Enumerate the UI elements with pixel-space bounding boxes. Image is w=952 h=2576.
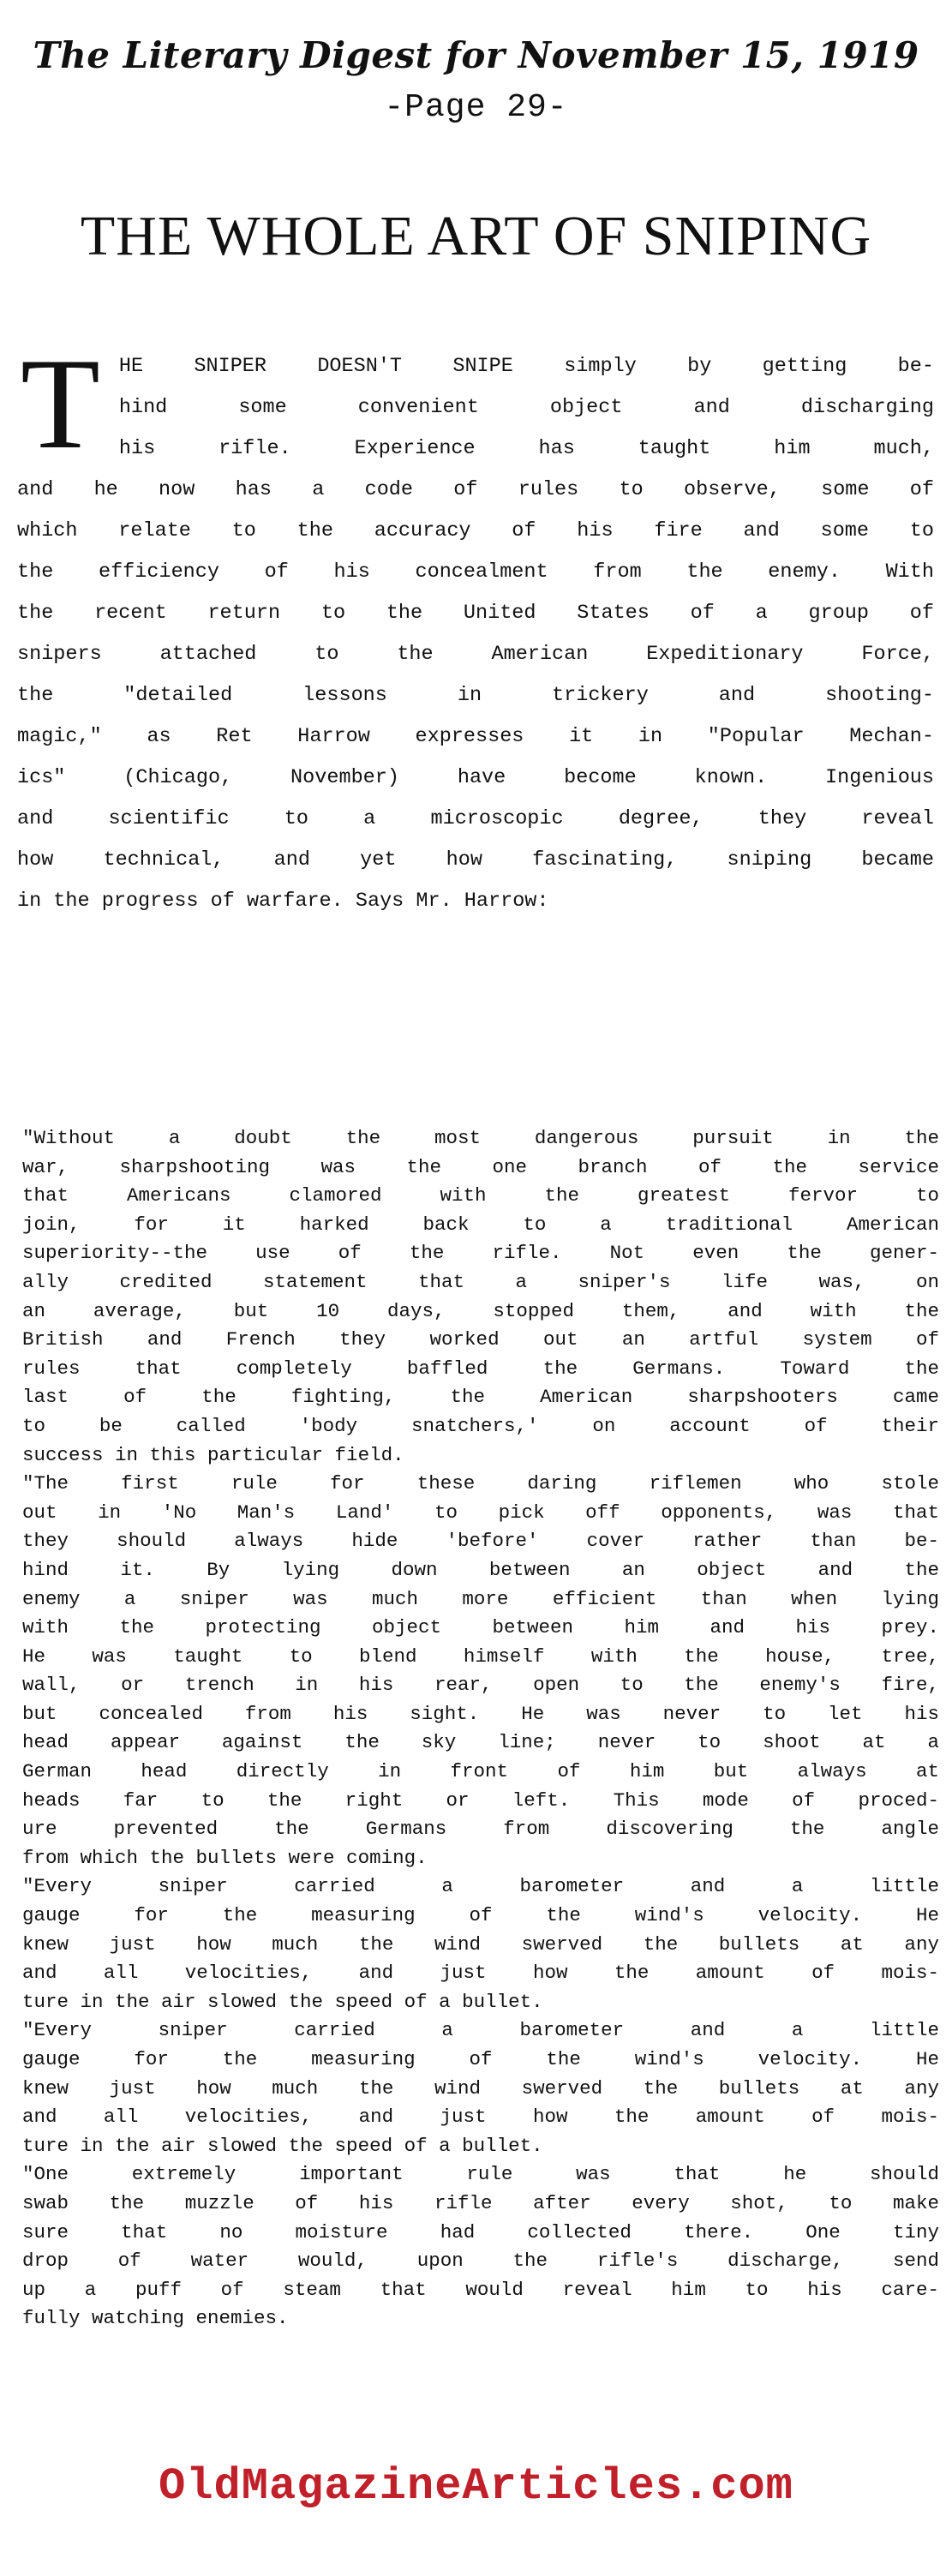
quote-line: last of the fighting, the American sharpshooters came — [22, 1386, 939, 1409]
quote-line: swab the muzzle of his rifle after every shot, to make — [22, 2191, 939, 2214]
quote-line: sure that no moisture had collected there. One tiny — [22, 2220, 939, 2244]
quote-line: to be called 'body snatchers,' on account of their — [22, 1414, 939, 1437]
quote-line: rules that completely baffled the Germans. Toward the — [22, 1357, 939, 1380]
intro-line: HE SNIPER DOESN'T SNIPE simply by getting be- — [118, 355, 934, 378]
quote-line: enemy a sniper was much more efficient than when lying — [22, 1587, 939, 1610]
intro-line: magic," as Ret Harrow expresses it in "Popular Mechan- — [17, 725, 934, 748]
intro-line: the "detailed lessons in trickery and shooting- — [17, 684, 934, 707]
quoted-passage — [22, 1124, 939, 2333]
quote-line: fully watching enemies. — [22, 2307, 289, 2330]
quote-line: and all velocities, and just how the amount of mois- — [22, 2106, 939, 2129]
quote-line: ture in the air slowed the speed of a bullet. — [22, 2134, 543, 2157]
quote-line: with the protecting object between him and his prey. — [22, 1616, 939, 1639]
intro-line: the efficiency of his concealment from the enemy. With — [17, 560, 934, 584]
quote-line: drop of water would, upon the rifle's discharge, send — [22, 2250, 939, 2273]
quote-line: war, sharpshooting was the one branch of the service — [22, 1155, 939, 1178]
quote-line: join, for it harked back to a traditional American — [22, 1213, 939, 1236]
quote-line: gauge for the measuring of the wind's velocity. He — [22, 2048, 939, 2070]
quote-line: out in 'No Man's Land' to pick off opponents, was that — [22, 1501, 939, 1524]
quote-line: ture in the air slowed the speed of a bullet. — [22, 1990, 543, 2013]
intro-line: ics" (Chicago, November) have become known. Ingenious — [17, 766, 934, 789]
quote-line: heads far to the right or left. This mode of proced- — [22, 1788, 939, 1812]
intro-line: and he now has a code of rules to observe, some of — [17, 478, 934, 501]
quote-line: gauge for the measuring of the wind's velocity. He — [22, 1904, 939, 1927]
intro-line: how technical, and yet how fascinating, sniping became — [17, 848, 934, 872]
drop-cap: T — [21, 332, 100, 476]
intro-line: his rifle. Experience has taught him much, — [118, 437, 934, 460]
quote-line: from which the bullets were coming. — [22, 1846, 428, 1869]
quote-line: an average, but 10 days, stopped them, and with the — [22, 1299, 939, 1322]
quote-line: "Without a doubt the most dangerous pursuit in the — [22, 1127, 939, 1149]
quote-line: ally credited statement that a sniper's life was, on — [22, 1270, 939, 1293]
quote-line: He was taught to blend himself with the house, tree, — [22, 1644, 939, 1668]
quote-line: hind it. By lying down between an object and the — [22, 1558, 939, 1581]
quote-line: success in this particular field. — [22, 1443, 404, 1466]
quote-line: head appear against the sky line; never to shoot at a — [22, 1731, 939, 1754]
intro-line: which relate to the accuracy of his fire and some to — [17, 519, 934, 542]
quote-line: British and French they worked out an artful system of — [22, 1328, 939, 1351]
watermark-link[interactable]: OldMagazineArticles.com — [159, 2461, 793, 2512]
intro-paragraph — [17, 332, 934, 922]
article-title: THE WHOLE ART OF SNIPING — [80, 205, 872, 267]
quote-line: "One extremely important rule was that he should — [22, 2163, 939, 2186]
quote-line: ure prevented the Germans from discovering the angle — [22, 1818, 939, 1841]
page-number: -Page 29- — [384, 89, 568, 126]
intro-line: the recent return to the United States of a group of — [17, 602, 934, 625]
quote-line: that Americans clamored with the greatest fervor to — [22, 1184, 939, 1207]
intro-line: in the progress of warfare. Says Mr. Harrow: — [17, 890, 549, 913]
quote-line: "Every sniper carried a barometer and a little — [22, 1875, 939, 1898]
intro-line: and scientific to a microscopic degree, they reveal — [17, 807, 934, 830]
quote-line: knew just how much the wind swerved the bullets at any — [22, 1932, 939, 1956]
quote-line: up a puff of steam that would reveal him to his care- — [22, 2278, 939, 2301]
quote-line: "The first rule for these daring riflemen who stole — [22, 1472, 939, 1495]
quote-line: they should always hide 'before' cover rather than be- — [22, 1530, 939, 1553]
quote-line: and all velocities, and just how the amount of mois- — [22, 1962, 939, 1985]
quote-line: wall, or trench in his rear, open to the enemy's fire, — [22, 1674, 939, 1697]
masthead: The Literary Digest for November 15, 1919 — [33, 34, 919, 76]
quote-line: superiority--the use of the rifle. Not even the gener- — [22, 1242, 939, 1265]
quote-line: "Every sniper carried a barometer and a little — [22, 2019, 939, 2042]
intro-line: hind some convenient object and discharging — [118, 396, 934, 419]
intro-line: snipers attached to the American Expeditionary Force, — [17, 643, 934, 666]
quote-line: German head directly in front of him but always at — [22, 1760, 939, 1783]
quote-line: but concealed from his sight. He was never to let his — [22, 1702, 939, 1725]
quote-line: knew just how much the wind swerved the bullets at any — [22, 2076, 939, 2100]
